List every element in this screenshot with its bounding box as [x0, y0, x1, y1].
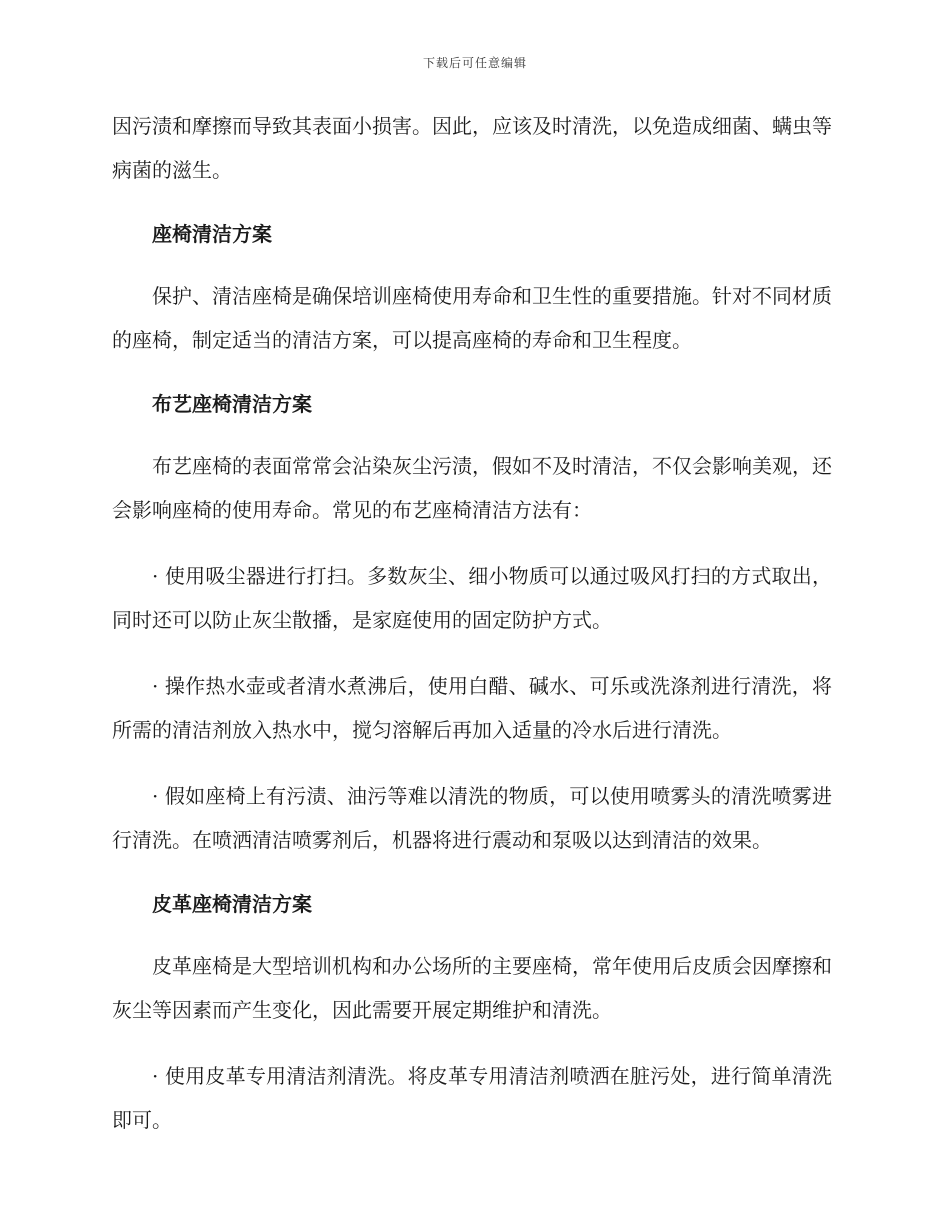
page-header: 下载后可任意编辑 — [422, 56, 527, 70]
paragraph-seat-cleaning-intro: 保护、清洁座椅是确保培训座椅使用寿命和卫生性的重要措施。针对不同材质的座椅，制定适当的清洁方案，可以提高座椅的寿命和卫生程度。 — [112, 284, 832, 352]
section-heading-fabric-seat: 布艺座椅清洁方案 — [152, 392, 312, 416]
section-heading-seat-cleaning: 座椅清洁方案 — [152, 222, 272, 246]
bullet-leather-cleaner: · 使用皮革专用清洁剂清洗。将皮革专用清洁剂喷洒在脏污处，进行简单清洗即可。 — [112, 1064, 832, 1132]
section-heading-leather-seat: 皮革座椅清洁方案 — [152, 892, 312, 916]
bullet-vacuum: · 使用吸尘器进行打扫。多数灰尘、细小物质可以通过吸风打扫的方式取出，同时还可以防止灰尘散播，是家庭使用的固定防护方式。 — [112, 564, 832, 632]
paragraph-fabric-intro: 布艺座椅的表面常常会沾染灰尘污渍，假如不及时清洁，不仅会影响美观，还会影响座椅的使用寿命。常见的布艺座椅清洁方法有： — [112, 454, 832, 522]
paragraph-leather-intro: 皮革座椅是大型培训机构和办公场所的主要座椅，常年使用后皮质会因摩擦和灰尘等因素而产生变化，因此需要开展定期维护和清洗。 — [112, 954, 832, 1022]
document-body — [112, 104, 832, 1164]
paragraph-continuation: 因污渍和摩擦而导致其表面小损害。因此，应该及时清洗，以免造成细菌、螨虫等病菌的滋生。 — [112, 114, 832, 182]
bullet-hot-water: · 操作热水壶或者清水煮沸后，使用白醋、碱水、可乐或洗涤剂进行清洗，将所需的清洁剂放入热水中，搅匀溶解后再加入适量的冷水后进行清洗。 — [112, 674, 832, 742]
bullet-spray: · 假如座椅上有污渍、油污等难以清洗的物质，可以使用喷雾头的清洗喷雾进行清洗。在喷洒清洁喷雾剂后，机器将进行震动和泵吸以达到清洁的效果。 — [112, 784, 832, 852]
